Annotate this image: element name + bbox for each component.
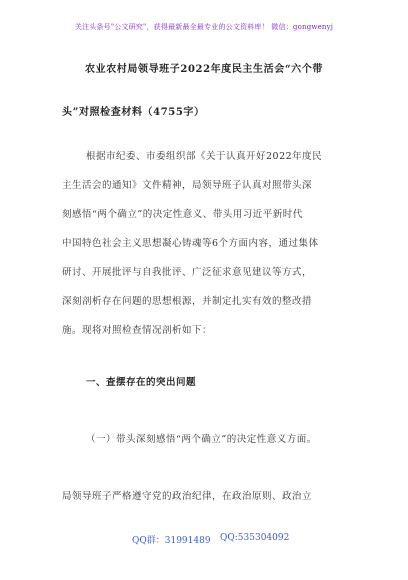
paragraph-line: 研讨、开展批评与自我批评、广泛征求意见建议等方式，: [62, 267, 313, 278]
paragraph-line: 深刻剖析存在问题的思想根源，并制定扎实有效的整改措: [62, 296, 313, 307]
paragraph-line: 施。现将对照检查情况剖析如下：: [62, 325, 213, 336]
page-footer: [0, 533, 408, 547]
section-heading: 一、查摆存在的突出问题: [86, 377, 197, 388]
subsection-heading: （一）带头深刻感悟“两个确立”的决定性意义方面。: [86, 434, 317, 445]
paragraph-line: 根据市纪委、市委组织部《关于认真开好2022年度民: [86, 151, 323, 162]
paragraph-line: 局领导班子严格遵守党的政治纪律，在政治原则、政治立: [62, 491, 313, 502]
footer-qq-contact: QQ:535304092: [220, 533, 290, 543]
document-title-line-1: 农业农村局领导班子2022年度民主生活会“六个带: [85, 64, 323, 75]
paragraph-line: 刻感悟“两个确立”的决定性意义、带头用习近平新时代: [62, 209, 303, 220]
page-header-notice: 关注头条号"公文研究"，获得最新最全最专业的公文资料库！ 微信：gongwenyj: [74, 23, 334, 31]
paragraph-line: 主生活会的通知》文件精神，局领导班子认真对照带头深: [62, 180, 313, 191]
footer-qq-group: QQ群：31991489: [132, 536, 211, 546]
paragraph-line: 中国特色社会主义思想凝心铸魂等6个方面内容，通过集体: [62, 238, 319, 249]
document-title-line-2: 头”对照检查材料（4755字）: [62, 107, 205, 118]
